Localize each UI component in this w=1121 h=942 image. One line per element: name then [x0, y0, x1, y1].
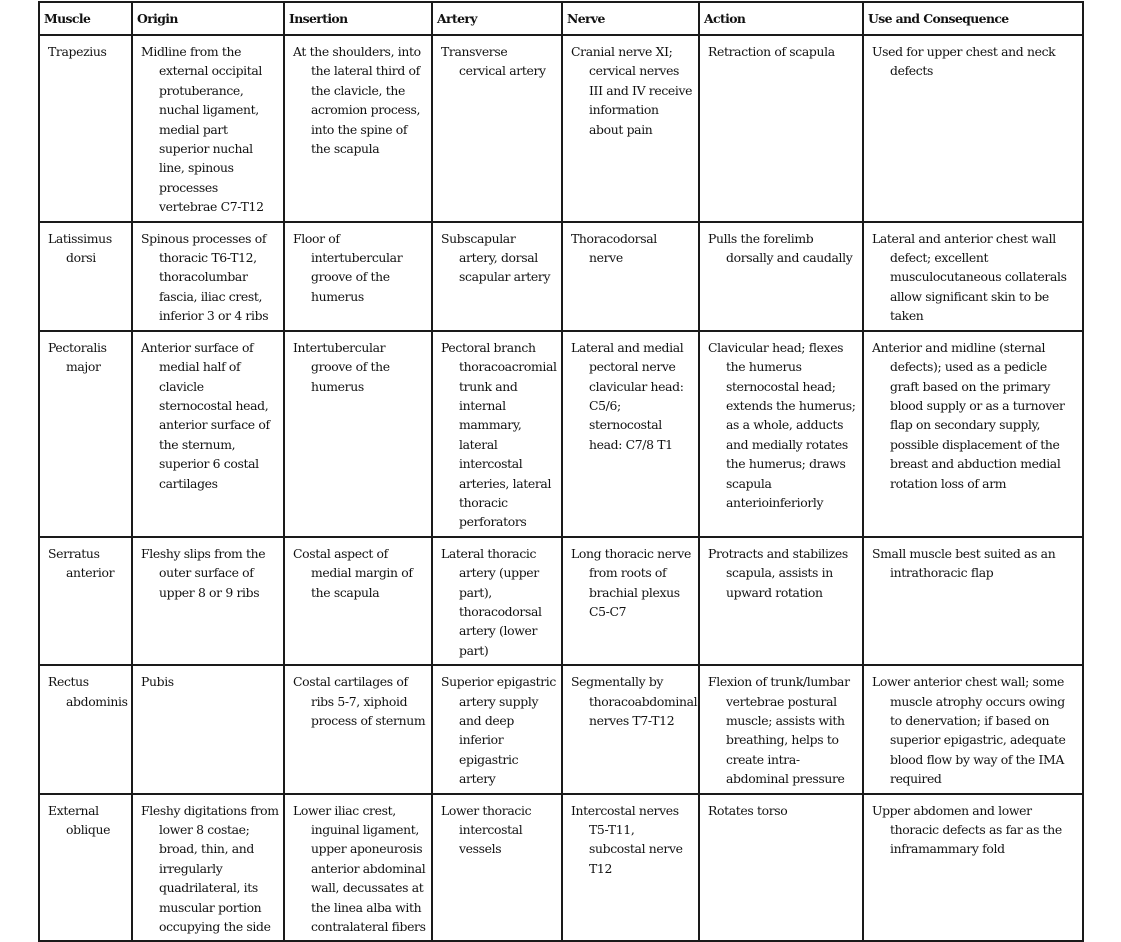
cell-nerve — [562, 35, 699, 222]
cell-artery — [432, 222, 562, 331]
artery-text: Pectoral branch thoracoacromial trunk and internal mammary, lateral intercostal arteries, lateral thoracic perforators — [441, 339, 557, 530]
cell-nerve — [562, 537, 699, 665]
table-row — [39, 331, 1083, 537]
insertion-text: At the shoulders, into the lateral third of the clavicle, the acromion process, into the spine of the scapula — [293, 44, 421, 157]
cell-insertion — [284, 537, 432, 665]
insertion-text: Lower iliac crest, inguinal ligament, upper aponeurosis anterior abdominal wall, decussates at the linea alba with contralateral fibers — [293, 802, 426, 935]
header-use-and-consequence: Use and Consequence — [863, 2, 1083, 35]
cell-artery — [432, 665, 562, 793]
artery-text: Lateral thoracic artery (upper part), thoracodorsal artery (lower part) — [441, 545, 542, 658]
cell-muscle — [39, 537, 132, 665]
artery-text: Subscapular artery, dorsal scapular artery — [441, 230, 551, 285]
cell-artery — [432, 35, 562, 222]
cell-use — [863, 35, 1083, 222]
artery-text: Lower thoracic intercostal vessels — [441, 802, 532, 857]
muscle-table — [38, 1, 1084, 942]
use-text: Upper abdomen and lower thoracic defects as far as the inframammary fold — [872, 802, 1062, 857]
table-row — [39, 537, 1083, 665]
cell-artery — [432, 331, 562, 537]
cell-use — [863, 537, 1083, 665]
use-text: Small muscle best suited as an intrathoracic flap — [872, 545, 1056, 581]
table-row — [39, 665, 1083, 793]
cell-action — [699, 665, 863, 793]
cell-nerve — [562, 794, 699, 942]
cell-muscle — [39, 794, 132, 942]
muscle-name: Rectus abdominis — [48, 674, 128, 709]
muscle-name: Trapezius — [48, 44, 107, 59]
insertion-text: Intertubercular groove of the humerus — [293, 339, 390, 394]
insertion-text: Floor of intertubercular groove of the humerus — [293, 230, 403, 304]
cell-insertion — [284, 794, 432, 942]
header-origin: Origin — [132, 2, 284, 35]
artery-text: Superior epigastric artery supply and deep inferior epigastric artery — [441, 674, 556, 787]
nerve-text: Segmentally by thoracoabdominal nerves T7-T12 — [571, 674, 698, 728]
cell-action — [699, 331, 863, 537]
nerve-text: Lateral and medial pectoral nerve clavicular head: C5/6; sternocostal head: C7/8 T1 — [571, 339, 684, 452]
cell-nerve — [562, 331, 699, 537]
header-muscle: Muscle — [39, 2, 132, 35]
action-text: Retraction of scapula — [708, 44, 835, 59]
muscle-name: Latissimus dorsi — [48, 230, 112, 266]
cell-nerve — [562, 222, 699, 331]
cell-muscle — [39, 35, 132, 222]
insertion-text: Costal cartilages of ribs 5-7, xiphoid process of sternum — [293, 674, 426, 728]
action-text: Pulls the forelimb dorsally and caudally — [708, 230, 853, 266]
table-row — [39, 794, 1083, 942]
use-text: Anterior and midline (sternal defects); used as a pedicle graft based on the primary blood supply or as a turnover flap on secondary supply, possible displacement of the breast and abduction medial rotation loss of arm — [872, 339, 1065, 491]
cell-origin — [132, 222, 284, 331]
nerve-text: Cranial nerve XI; cervical nerves III and IV receive information about pain — [571, 44, 693, 137]
cell-origin — [132, 331, 284, 537]
nerve-text: Long thoracic nerve from roots of brachial plexus C5-C7 — [571, 545, 691, 619]
cell-use — [863, 794, 1083, 942]
header-insertion: Insertion — [284, 2, 432, 35]
origin-text: Spinous processes of thoracic T6-T12, thoracolumbar fascia, iliac crest, inferior 3 or 4 ribs — [141, 230, 269, 324]
cell-use — [863, 331, 1083, 537]
action-text: Clavicular head; flexes the humerus sternocostal head; extends the humerus; as a whole, adducts and medially rotates the humerus; draws scapula anterioinferiorly — [708, 339, 856, 510]
cell-insertion — [284, 665, 432, 793]
cell-action — [699, 35, 863, 222]
origin-text: Fleshy slips from the outer surface of upper 8 or 9 ribs — [141, 545, 266, 600]
cell-artery — [432, 537, 562, 665]
cell-muscle — [39, 331, 132, 537]
cell-artery — [432, 794, 562, 942]
header-artery: Artery — [432, 2, 562, 35]
muscle-name: External oblique — [48, 802, 111, 838]
cell-action — [699, 794, 863, 942]
header-nerve: Nerve — [562, 2, 699, 35]
cell-insertion — [284, 331, 432, 537]
cell-insertion — [284, 35, 432, 222]
cell-origin — [132, 665, 284, 793]
muscle-name: Serratus anterior — [48, 545, 115, 581]
action-text: Protracts and stabilizes scapula, assists in upward rotation — [708, 545, 848, 600]
artery-text: Transverse cervical artery — [441, 44, 546, 79]
table-row — [39, 222, 1083, 331]
header-action: Action — [699, 2, 863, 35]
cell-muscle — [39, 222, 132, 331]
origin-text: Pubis — [141, 674, 174, 690]
cell-origin — [132, 794, 284, 942]
cell-use — [863, 222, 1083, 331]
use-text: Lateral and anterior chest wall defect; excellent musculocutaneous collaterals allow significant skin to be taken — [872, 230, 1067, 324]
cell-action — [699, 222, 863, 331]
cell-origin — [132, 537, 284, 665]
cell-use — [863, 665, 1083, 793]
use-text: Lower anterior chest wall; some muscle atrophy occurs owing to denervation; if based on superior epigastric, adequate blood flow by way of the IMA required — [872, 674, 1066, 787]
table-row — [39, 35, 1083, 222]
header-row — [39, 2, 1083, 35]
origin-text: Midline from the external occipital protuberance, nuchal ligament, medial part superior nuchal line, spinous processes vertebrae C7-T12 — [141, 44, 264, 215]
action-text: Flexion of trunk/lumbar vertebrae postural muscle; assists with breathing, helps to create intra-abdominal pressure — [708, 674, 850, 787]
origin-text: Fleshy digitations from lower 8 costae; broad, thin, and irregularly quadrilateral, its muscular portion occupying the side — [141, 802, 279, 935]
muscle-name: Pectoralis major — [48, 339, 107, 375]
cell-nerve — [562, 665, 699, 793]
insertion-text: Costal aspect of medial margin of the scapula — [293, 545, 413, 600]
cell-insertion — [284, 222, 432, 331]
origin-text: Anterior surface of medial half of clavicle sternocostal head, anterior surface of the sternum, superior 6 costal cartilages — [141, 339, 270, 491]
cell-origin — [132, 35, 284, 222]
action-text: Rotates torso — [708, 802, 788, 818]
cell-action — [699, 537, 863, 665]
use-text: Used for upper chest and neck defects — [872, 44, 1056, 79]
nerve-text: Thoracodorsal nerve — [571, 230, 657, 266]
cell-muscle — [39, 665, 132, 793]
nerve-text: Intercostal nerves T5-T11, subcostal nerve T12 — [571, 802, 683, 876]
